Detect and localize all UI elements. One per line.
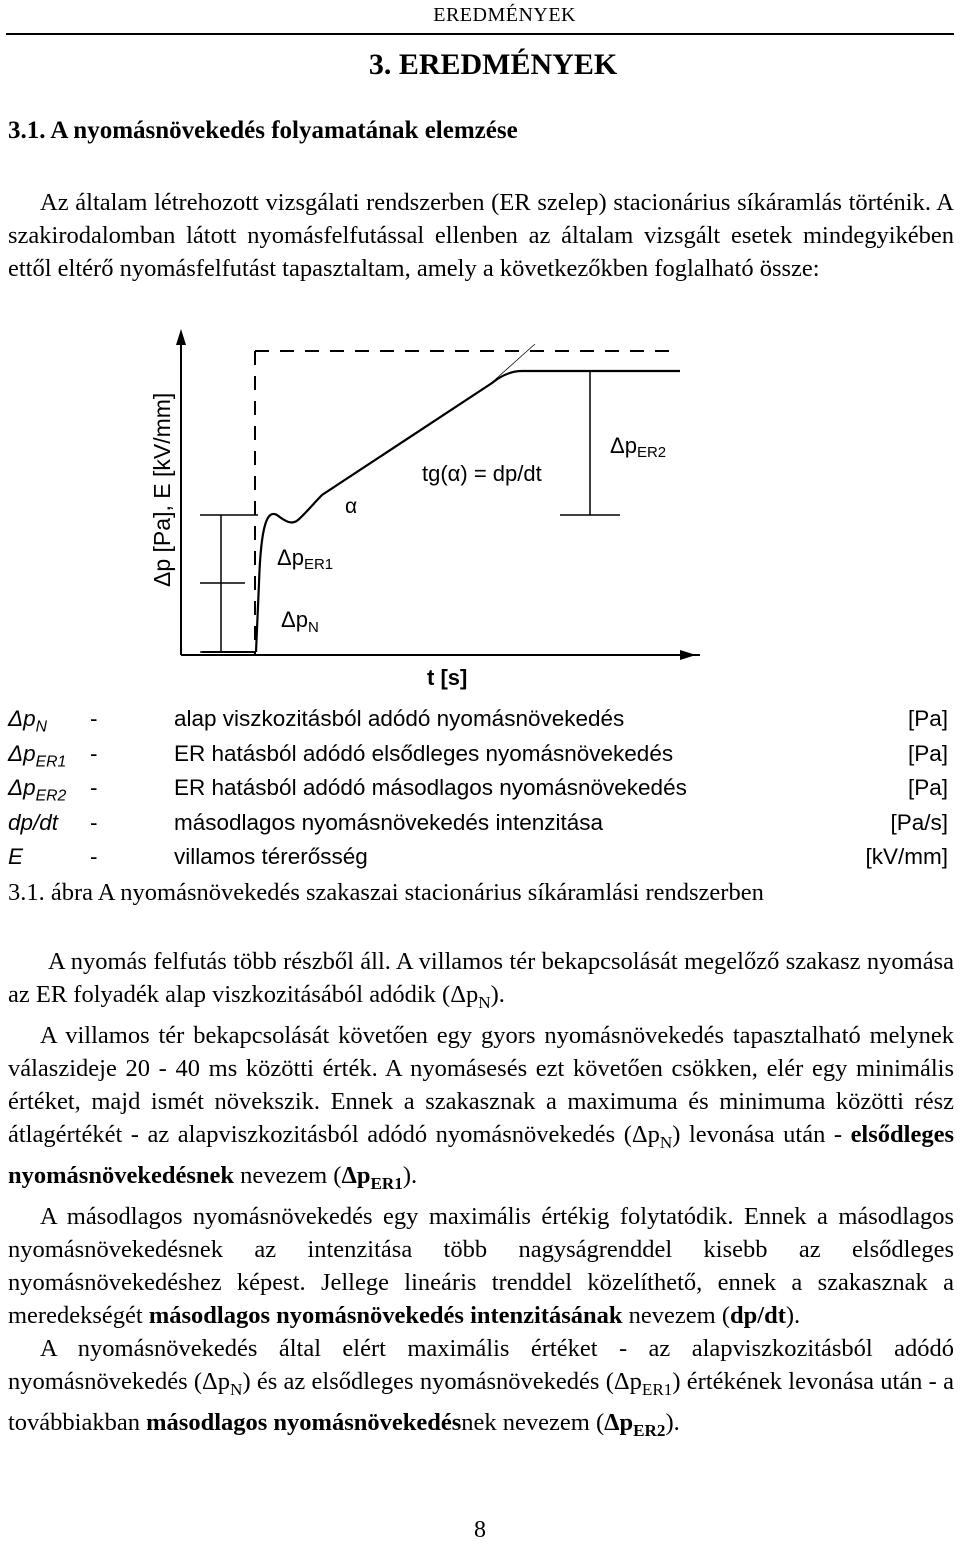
intro-paragraph [8, 186, 954, 285]
chapter-title-text: 3. EREDMÉNYEK [368, 48, 618, 81]
legend-symbol: $\Delta p_{ER2}$ [8, 775, 67, 805]
legend-description: ER hatásból adódó elsődleges nyomásnövekedés [174, 740, 674, 766]
legend-row [8, 706, 948, 741]
legend-unit: [kV/mm] [865, 844, 948, 869]
legend-description: villamos térerősség [174, 844, 368, 869]
legend-symbol: E [8, 844, 24, 869]
intro-text: Az általam létrehozott vizsgálati rendszerben (ER szelep) stacionárius síkáramlás történik. A szakirodalomban látott nyomásfelfutással ellenben az általam vizsgált esetek mindegyikében ettől eltérő nyomásfelfutást tapasztaltam, amely a következőkben foglalható össze: [8, 189, 954, 282]
body-paragraph-1: A nyomás felfutás több részből áll. A villamos tér bekapcsolását megelőző szakasz nyomása az ER folyadék alap viszkozitásából adódik $(\Delta p_N)$. [8, 948, 954, 1012]
symbol-legend [8, 706, 948, 879]
legend-symbol: $\Delta p_{ER1}$ [8, 740, 67, 770]
legend-dash: - [90, 809, 98, 835]
body-text [8, 945, 954, 1446]
legend-dash: - [90, 706, 98, 731]
pressure-curve [256, 371, 680, 652]
section-title: 3.1. A nyomásnövekedés folyamatának elemzése [8, 117, 518, 144]
page-number: 8 [474, 1517, 486, 1543]
alpha-label: α [345, 495, 358, 518]
x-axis-label: t [s] [427, 665, 468, 690]
dper1-label: ΔpER1 [277, 545, 334, 573]
figure-caption: 3.1. ábra A nyomásnövekedés szakaszai stacionárius síkáramlási rendszerben [8, 879, 764, 906]
pressure-rise-figure [140, 325, 700, 695]
legend-symbol: $\Delta p_N$ [8, 706, 47, 736]
dpn-label: $\Delta p_N$ [281, 607, 319, 636]
legend-description: ER hatásból adódó másodlagos nyomásnövekedés [174, 775, 687, 800]
legend-row [8, 844, 948, 879]
legend-symbol: dp/dt [8, 809, 59, 835]
y-axis-arrow [176, 329, 186, 345]
chapter-title [0, 48, 960, 82]
running-header: EREDMÉNYEK [433, 4, 576, 26]
body-paragraph-2: A villamos tér bekapcsolását követően egy gyors nyomásnövekedés tapasztalható melynek válaszideje 20 - 40 ms közötti érték. A nyomásesés ezt követően csökken, elér egy minimális értéket, majd ismét növekszik. Ennek a szakasznak a maximuma és minimuma közötti rész átlagértékét - az alapviszkozitásból adódó nyomásnövekedés $(\Delta p_N)$ levonása után - elsődleges nyomásnövekedésnek nevezem $(\Delta p_{ER1})$. [8, 1021, 954, 1193]
legend-dash: - [90, 775, 98, 800]
legend-unit: [Pa] [907, 775, 948, 800]
body-paragraph-3: A másodlagos nyomásnövekedés egy maximális értékig folytatódik. Ennek a másodlagos nyomásnövekedésnek az intenzitása több nagyságrenddel kisebb az elsődleges nyomásnövekedéshez képest. Jellege lineáris trenddel közelíthető, ennek a szakasznak a meredekségét másodlagos nyomásnövekedés intenzitásának nevezem (dp/dt). [8, 1202, 954, 1329]
header-rule [6, 33, 954, 35]
x-axis-arrow [680, 650, 696, 660]
legend-row [8, 741, 948, 776]
legend-dash: - [90, 740, 98, 766]
legend-unit: [Pa] [907, 706, 948, 731]
legend-description: alap viszkozitásból adódó nyomásnövekedés [174, 706, 625, 731]
legend-dash: - [90, 844, 98, 869]
legend-unit: [Pa] [907, 740, 948, 766]
y-axis-label: Δp [Pa], E [kV/mm] [149, 392, 175, 587]
dper2-label: ΔpER2 [610, 433, 667, 461]
slope-label: tg(α) = dp/dt [422, 461, 542, 486]
legend-row [8, 775, 948, 810]
legend-row [8, 810, 948, 845]
legend-unit: [Pa/s] [890, 809, 948, 835]
body-paragraph-4: A nyomásnövekedés által elért maximális értéket - az alapviszkozitásból adódó nyomásnövekedés $(\Delta p_N)$ és az elsődleges nyomásnövekedés $(\Delta p_{ER1})$ értékének levonása után - a továbbiakban másodlagos nyomásnövekedésnek nevezem $(\Delta p_{ER2})$. [8, 1334, 954, 1440]
legend-description: másodlagos nyomásnövekedés intenzitása [174, 809, 604, 835]
